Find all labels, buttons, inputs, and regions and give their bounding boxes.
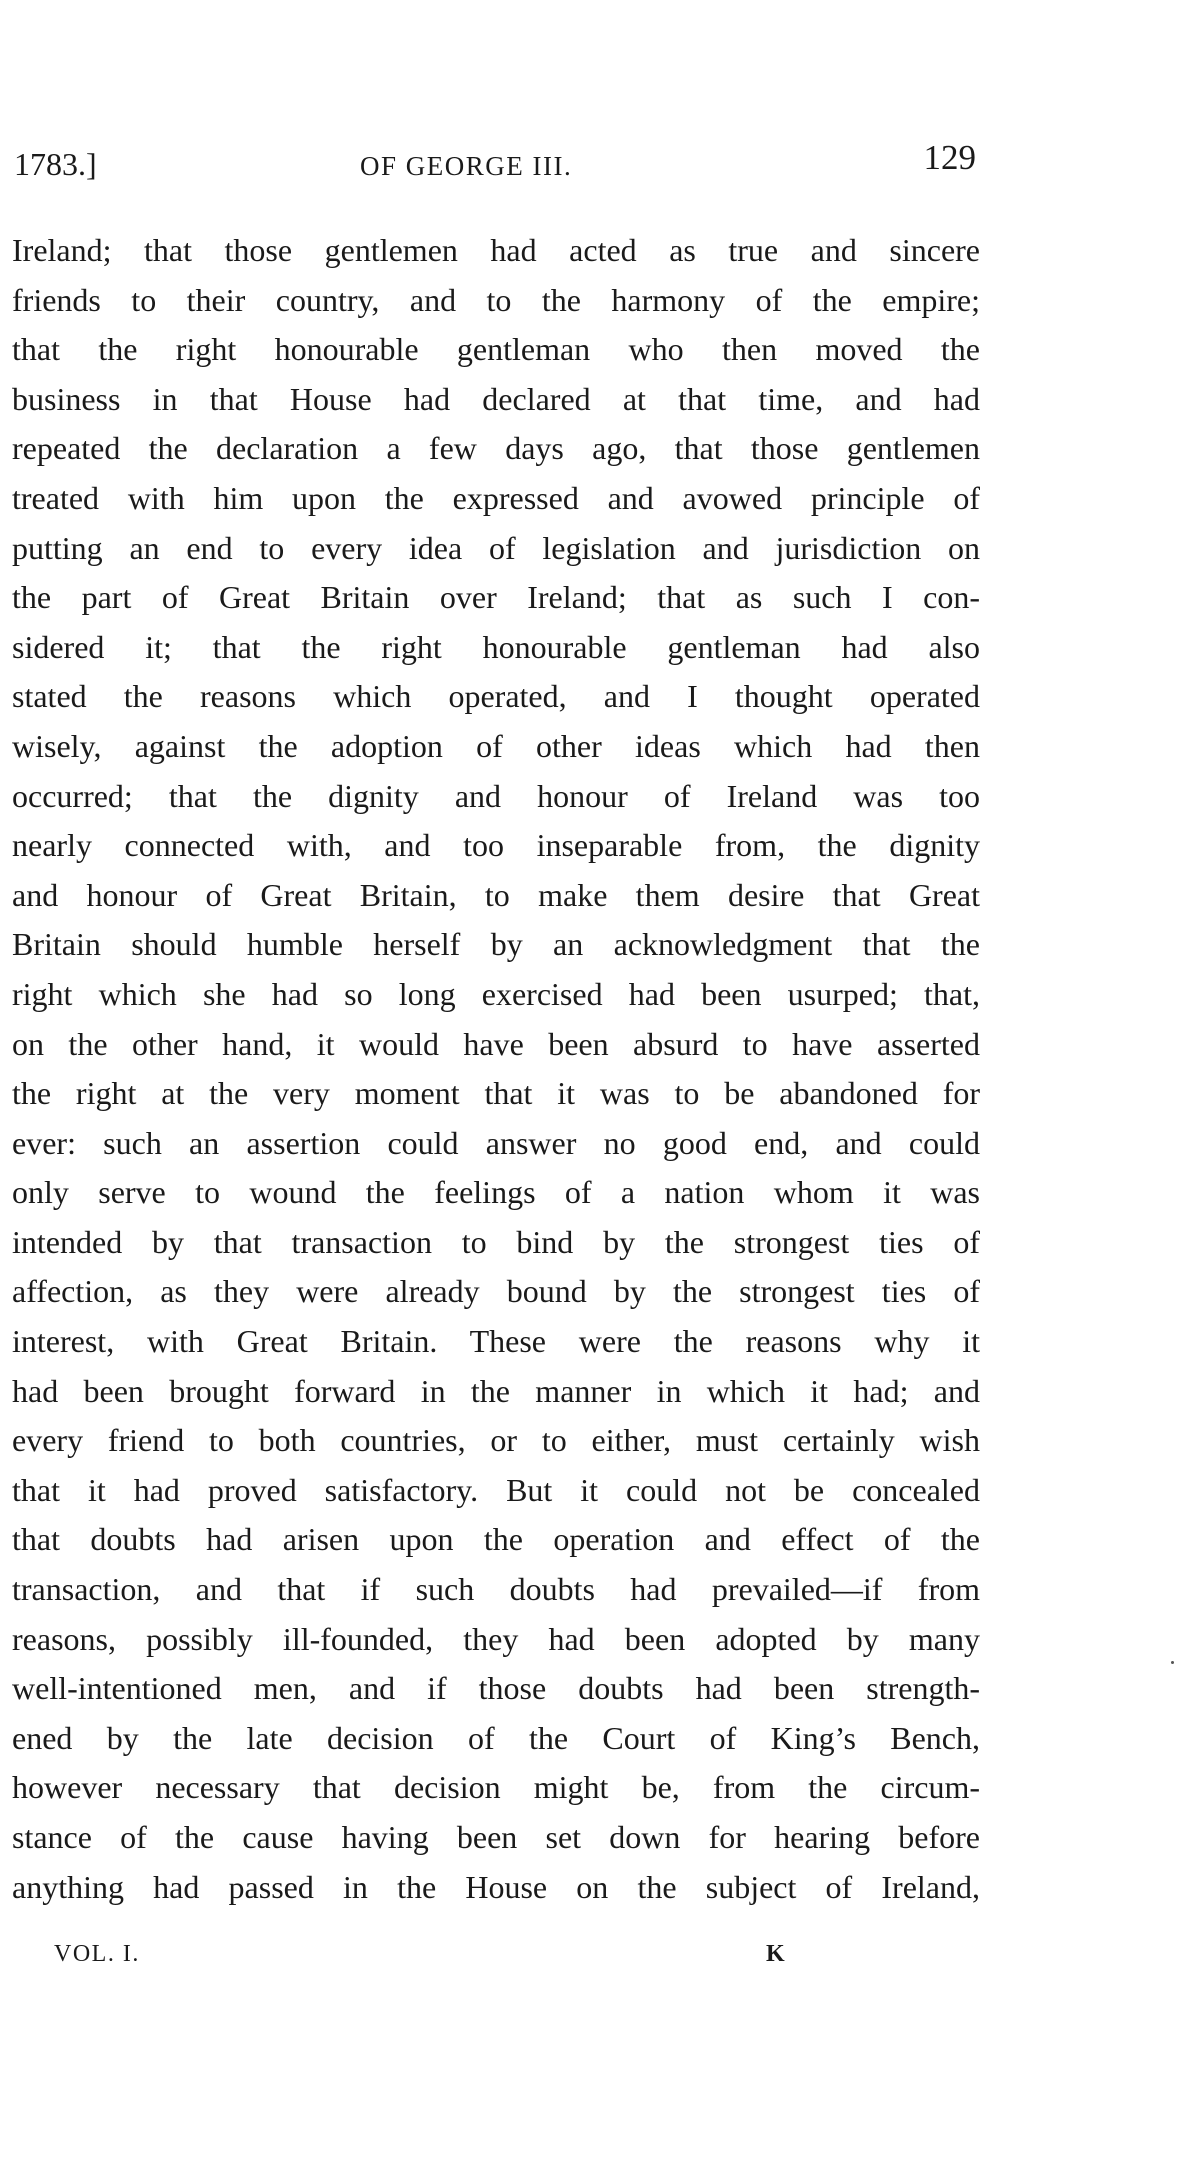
text-line: stance of the cause having been set down for hearing before [12,1819,980,1855]
text-line: putting an end to every idea of legislation and jurisdiction on [12,529,980,566]
text-line: sidered it; that the right honourable gentleman had also [12,628,980,665]
text-line: anything had passed in the House on the subject of Ireland, [12,1868,980,1905]
header-title: OF GEORGE III. [360,151,573,181]
text-line: intended by that transaction to bind by the strongest ties of [12,1223,980,1260]
text-line: transaction, and that if such doubts had prevailed—if from [12,1571,980,1608]
running-head [14,138,976,182]
text-line: affection, as they were already bound by the strongest ties of [12,1273,980,1310]
text-line: wisely, against the adoption of other ideas which had then [12,727,980,764]
text-line: Britain should humble herself by an acknowledgment that the [12,926,980,963]
text-line: that doubts had arisen upon the operation and effect of the [12,1521,980,1558]
text-line: and honour of Great Britain, to make them desire that Great [12,876,980,913]
text-line: that the right honourable gentleman who then moved the [12,331,980,368]
text-line: well-intentioned men, and if those doubts had been strength- [12,1670,980,1707]
text-line: Ireland; that those gentlemen had acted as true and sincere [12,232,980,268]
page-footer [54,1934,794,1974]
text-line: interest, with Great Britain. These were the reasons why it [12,1323,980,1360]
text-line: however necessary that decision might be, from the circum- [12,1769,980,1806]
text-line: friends to their country, and to the harmony of the empire; [12,281,980,318]
text-line: stated the reasons which operated, and I thought operated [12,678,980,715]
text-line: on the other hand, it would have been absurd to have asserted [12,1025,980,1062]
text-line: nearly connected with, and too inseparable from, the dignity [12,827,980,864]
text-line: the part of Great Britain over Ireland; that as such I con- [12,579,980,616]
text-line: ened by the late decision of the Court of King’s Bench, [12,1719,980,1756]
text-line: occurred; that the dignity and honour of Ireland was too [12,777,980,814]
text-line: treated with him upon the expressed and avowed principle of [12,479,980,516]
text-line: repeated the declaration a few days ago, that those gentlemen [12,430,980,467]
text-line: ever: such an assertion could answer no good end, and could [12,1124,980,1161]
text-line: only serve to wound the feelings of a nation whom it was [12,1174,980,1211]
text-line: right which she had so long exercised had been usurped; that, [12,975,980,1012]
text-line: reasons, possibly ill-founded, they had been adopted by many [12,1620,980,1657]
page-number: 129 [923,138,976,177]
text-line: that it had proved satisfactory. But it could not be concealed [12,1471,980,1508]
volume-label: VOL. I. [54,1941,140,1967]
text-line: every friend to both countries, or to either, must certainly wish [12,1422,980,1459]
signature-mark: K [766,1941,787,1967]
header-year: 1783.] [14,146,97,182]
text-line: the right at the very moment that it was to be abandoned for [12,1075,980,1112]
scan-speck [1171,1661,1174,1664]
body-text [12,226,980,1912]
text-line: had been brought forward in the manner in which it had; and [12,1372,980,1409]
text-line: business in that House had declared at that time, and had [12,380,980,417]
